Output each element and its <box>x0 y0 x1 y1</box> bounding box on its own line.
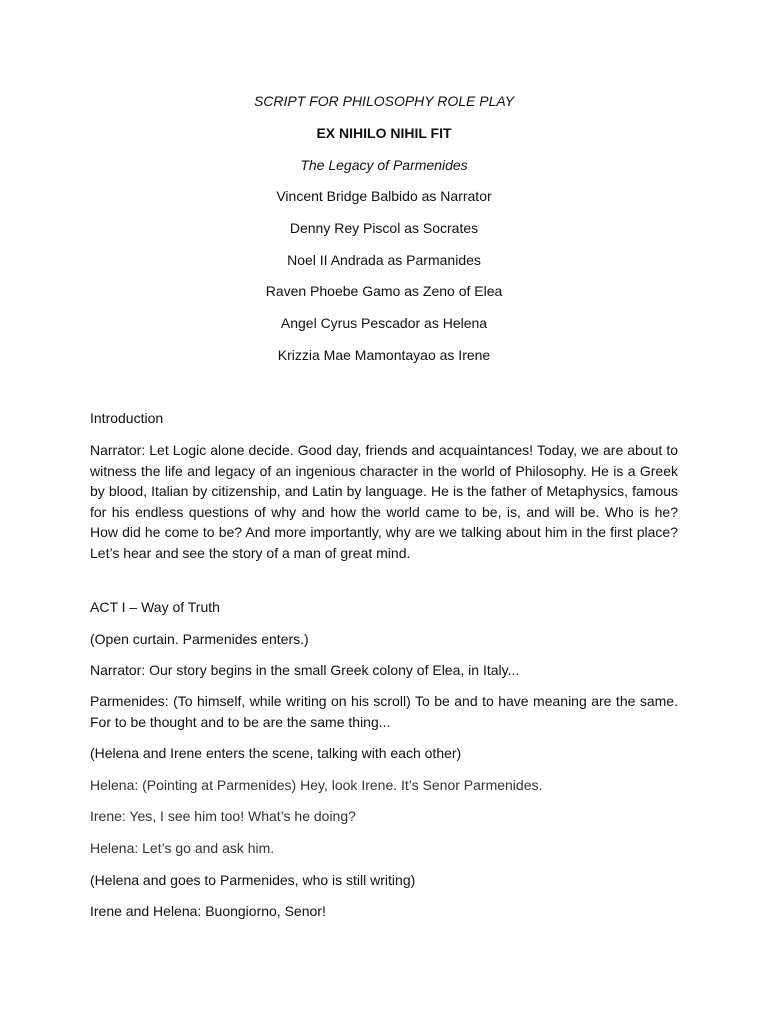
stage-direction: (Open curtain. Parmenides enters.) <box>90 631 309 647</box>
dialogue-line: Irene and Helena: Buongiorno, Senor! <box>90 903 326 919</box>
dialogue-line: Helena: (Pointing at Parmenides) Hey, look Irene. It’s Senor Parmenides. <box>90 777 543 793</box>
script-title: SCRIPT FOR PHILOSOPHY ROLE PLAY <box>253 93 515 109</box>
dialogue-line: Narrator: Our story begins in the small Greek colony of Elea, in Italy... <box>90 662 520 678</box>
introduction-heading: Introduction <box>90 410 164 426</box>
stage-direction: (Helena and Irene enters the scene, talking with each other) <box>90 745 462 761</box>
cast-item: Angel Cyrus Pescador as Helena <box>280 315 488 331</box>
cast-item: Noel II Andrada as Parmanides <box>287 252 481 268</box>
cast-item: Raven Phoebe Gamo as Zeno of Elea <box>265 283 503 299</box>
introduction-paragraph: Narrator: Let Logic alone decide. Good day, friends and acquaintances! Today, we are about to witness the life and legacy of an ingenious character in the world of Philosophy. He is a Greek by blood, Italian by citizenship, and Latin by language. He is the father of Metaphysics, famous for his endless questions of why and how the world came to be, is, and will be. Who is he? How did he come to be? And more importantly, why are we talking about him in the first place? Let’s hear and see the story of a man of great mind. <box>90 442 678 561</box>
dialogue-line: Irene: Yes, I see him too! What’s he doing? <box>90 808 356 824</box>
act-heading: ACT I – Way of Truth <box>90 599 220 615</box>
cast-item: Krizzia Mae Mamontayao as Irene <box>277 347 491 363</box>
cast-item: Denny Rey Piscol as Socrates <box>289 220 479 236</box>
dialogue-line: Helena: Let’s go and ask him. <box>90 840 275 856</box>
play-title: EX NIHILO NIHIL FIT <box>316 125 452 141</box>
dialogue-line: Parmenides: (To himself, while writing on his scroll) To be and to have meaning are the same. For to be thought and to be are the same thing... <box>90 693 678 730</box>
play-subtitle: The Legacy of Parmenides <box>300 157 468 173</box>
cast-item: Vincent Bridge Balbido as Narrator <box>276 188 492 204</box>
stage-direction: (Helena and goes to Parmenides, who is still writing) <box>90 872 416 888</box>
